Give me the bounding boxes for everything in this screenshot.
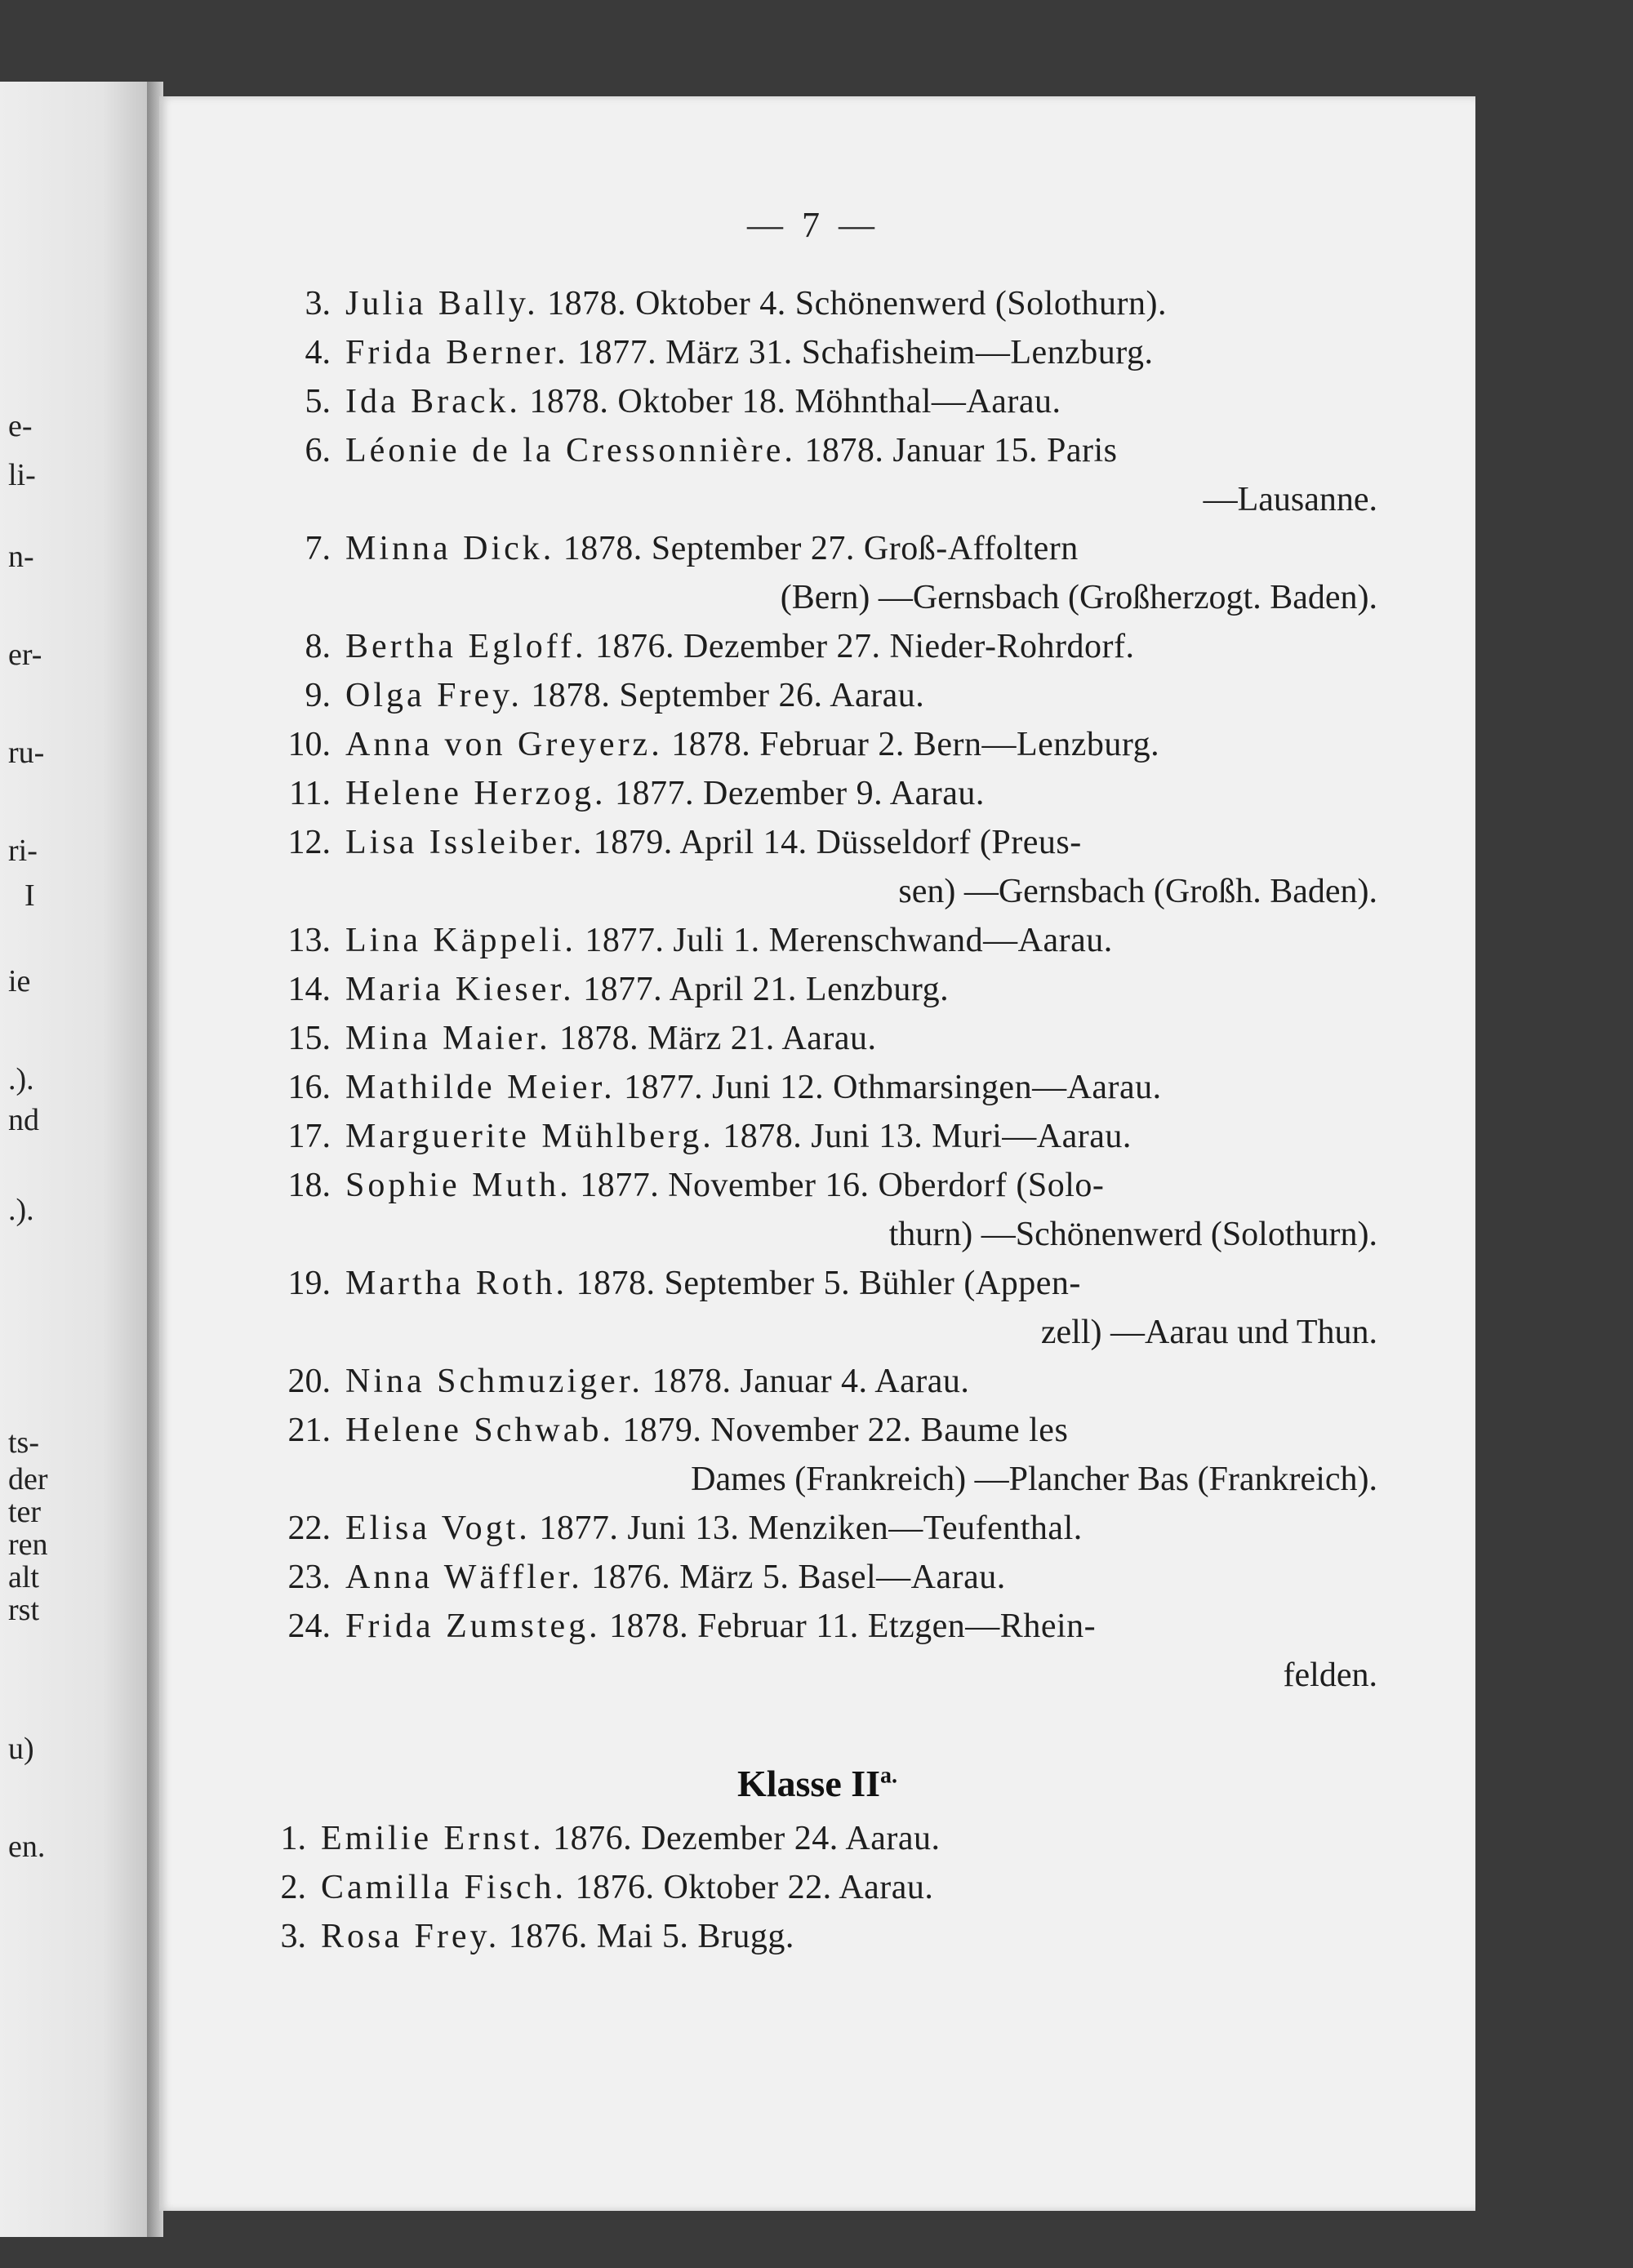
- list-item: [265, 1411, 1068, 1450]
- entry-name: Martha Roth.: [345, 1265, 567, 1302]
- entry-name: Helene Schwab.: [345, 1412, 614, 1449]
- left-page-fragment: u): [8, 1732, 34, 1766]
- left-page-fragment: alt: [8, 1560, 39, 1594]
- entry-name: Rosa Frey.: [321, 1918, 501, 1955]
- section-heading: [159, 1762, 1475, 1805]
- left-page-fragment: en.: [8, 1830, 46, 1864]
- left-page-fragment: I: [24, 878, 35, 913]
- entry-details: 1877. Juli 1. Merenschwand—Aarau.: [585, 922, 1113, 959]
- entry-name: Frida Berner.: [345, 334, 569, 371]
- list-item: [265, 921, 1113, 960]
- list-item: [265, 1166, 1104, 1205]
- entry-number: 1.: [280, 1820, 306, 1857]
- list-item: [265, 529, 1079, 568]
- entry-name: Camilla Fisch.: [321, 1869, 567, 1906]
- entry-details: 1877. April 21. Lenzburg.: [583, 971, 950, 1008]
- list-item: [265, 382, 1061, 421]
- entry-number: 14.: [287, 971, 331, 1008]
- right-page: [159, 96, 1475, 2211]
- entry-number: 2.: [280, 1869, 306, 1906]
- entry-name: Sophie Muth.: [345, 1167, 572, 1204]
- entry-name: Julia Bally.: [345, 285, 539, 322]
- entry-name: Léonie de la Cressonnière.: [345, 432, 796, 469]
- page-number: — 7 —: [747, 205, 879, 245]
- entry-details: 1877. November 16. Oberdorf (Solo-: [580, 1167, 1105, 1204]
- left-page-fragment: der: [8, 1462, 48, 1496]
- entry-name: Minna Dick.: [345, 530, 555, 567]
- list-item: [265, 1019, 877, 1058]
- left-page-fragment: li-: [8, 458, 36, 492]
- entry-continuation: (Bern) —Gernsbach (Großherzogt. Baden).: [780, 579, 1377, 616]
- entry-details: 1878. März 21. Aarau.: [559, 1020, 877, 1057]
- list-item: [241, 1819, 940, 1858]
- list-item: [265, 823, 1082, 862]
- list-item: [241, 1917, 794, 1956]
- entry-name: Elisa Vogt.: [345, 1510, 531, 1547]
- entry-details: 1876. Dezember 24. Aarau.: [553, 1820, 941, 1857]
- entry-name: Mathilde Meier.: [345, 1069, 616, 1106]
- entry-number: 19.: [287, 1265, 331, 1302]
- entry-details: 1878. September 5. Bühler (Appen-: [576, 1265, 1081, 1302]
- entry-name: Frida Zumsteg.: [345, 1608, 601, 1645]
- left-page-fragment: ren: [8, 1528, 48, 1562]
- entry-number: 9.: [305, 677, 331, 714]
- section-heading-text: Klasse II: [736, 1763, 881, 1804]
- entry-details: 1876. März 5. Basel—Aarau.: [591, 1559, 1006, 1596]
- entry-number: 8.: [305, 628, 331, 665]
- list-item: [265, 676, 924, 715]
- entry-details: 1878. Juni 13. Muri—Aarau.: [723, 1118, 1132, 1155]
- list-item: [265, 431, 1117, 470]
- entry-name: Nina Schmuziger.: [345, 1363, 643, 1400]
- entry-details: 1878. September 27. Groß-Affoltern: [563, 530, 1079, 567]
- left-page-fragment: ru-: [8, 736, 45, 770]
- entry-details: 1878. Februar 2. Bern—Lenzburg.: [671, 726, 1160, 763]
- left-page-fragment: ts-: [8, 1425, 39, 1460]
- entry-details: 1879. April 14. Düsseldorf (Preus-: [593, 824, 1082, 861]
- list-item: [265, 1362, 969, 1401]
- entry-number: 6.: [305, 432, 331, 469]
- entry-details: 1877. Juni 12. Othmarsingen—Aarau.: [624, 1069, 1162, 1106]
- entry-number: 10.: [287, 726, 331, 763]
- list-item: [265, 1068, 1162, 1107]
- list-item: [265, 970, 949, 1009]
- list-item: [265, 1117, 1132, 1156]
- entry-details: 1878. September 26. Aarau.: [531, 677, 925, 714]
- entry-number: 22.: [287, 1510, 331, 1547]
- left-page-fragment: .).: [8, 1193, 34, 1227]
- list-item: [265, 1607, 1096, 1646]
- left-page: [0, 82, 147, 2237]
- entry-name: Marguerite Mühlberg.: [345, 1118, 714, 1155]
- list-item: [265, 774, 985, 813]
- entry-number: 17.: [287, 1118, 331, 1155]
- entry-continuation: sen) —Gernsbach (Großh. Baden).: [898, 873, 1377, 910]
- entry-name: Mina Maier.: [345, 1020, 551, 1057]
- entry-number: 21.: [287, 1412, 331, 1449]
- entry-details: 1877. Dezember 9. Aarau.: [615, 775, 985, 812]
- entry-number: 15.: [287, 1020, 331, 1057]
- entry-number: 7.: [305, 530, 331, 567]
- entry-continuation: felden.: [1283, 1657, 1377, 1694]
- entry-number: 18.: [287, 1167, 331, 1204]
- left-page-fragment: nd: [8, 1103, 39, 1137]
- left-page-fragment: .).: [8, 1062, 34, 1096]
- list-item: [265, 333, 1154, 372]
- entry-name: Emilie Ernst.: [321, 1820, 545, 1857]
- entry-details: 1877. Juni 13. Menziken—Teufenthal.: [539, 1510, 1083, 1547]
- entry-number: 23.: [287, 1559, 331, 1596]
- entry-name: Lina Käppeli.: [345, 922, 576, 959]
- list-item: [265, 1509, 1083, 1548]
- left-page-fragment: e-: [8, 409, 33, 443]
- entry-details: 1877. März 31. Schafisheim—Lenzburg.: [577, 334, 1154, 371]
- entry-details: 1878. Januar 4. Aarau.: [652, 1363, 970, 1400]
- entry-number: 13.: [287, 922, 331, 959]
- entry-name: Anna von Greyerz.: [345, 726, 663, 763]
- entry-name: Ida Brack.: [345, 383, 521, 420]
- entry-continuation: thurn) —Schönenwerd (Solothurn).: [888, 1216, 1377, 1253]
- entry-number: 20.: [287, 1363, 331, 1400]
- entry-name: Maria Kieser.: [345, 971, 575, 1008]
- entry-name: Bertha Egloff.: [345, 628, 587, 665]
- entry-details: 1878. Februar 11. Etzgen—Rhein-: [609, 1608, 1097, 1645]
- list-item: [265, 284, 1167, 323]
- left-page-fragment: ie: [8, 964, 31, 998]
- entry-details: 1879. November 22. Baume les: [622, 1412, 1069, 1449]
- list-item: [265, 627, 1134, 666]
- entry-name: Anna Wäffler.: [345, 1559, 583, 1596]
- entry-number: 4.: [305, 334, 331, 371]
- entry-number: 16.: [287, 1069, 331, 1106]
- left-page-fragment: n-: [8, 540, 34, 574]
- entry-name: Olga Frey.: [345, 677, 523, 714]
- entry-number: 12.: [287, 824, 331, 861]
- entry-details: 1876. Oktober 22. Aarau.: [575, 1869, 934, 1906]
- entry-continuation: —Lausanne.: [1203, 481, 1377, 518]
- list-item: [265, 1558, 1006, 1597]
- entry-details: 1876. Mai 5. Brugg.: [508, 1918, 794, 1955]
- entry-number: 3.: [305, 285, 331, 322]
- entry-number: 11.: [289, 775, 331, 812]
- entry-number: 24.: [287, 1608, 331, 1645]
- left-page-fragment: rst: [8, 1593, 39, 1627]
- entry-number: 3.: [280, 1918, 306, 1955]
- entry-name: Helene Herzog.: [345, 775, 607, 812]
- entry-details: 1878. Oktober 18. Möhnthal—Aarau.: [529, 383, 1061, 420]
- section-heading-sup: a.: [880, 1763, 898, 1789]
- entry-name: Lisa Issleiber.: [345, 824, 585, 861]
- entry-details: 1878. Januar 15. Paris: [804, 432, 1118, 469]
- list-item: [265, 1264, 1081, 1303]
- left-page-fragment: ri-: [8, 834, 38, 868]
- entry-number: 5.: [305, 383, 331, 420]
- entry-continuation: Dames (Frankreich) —Plancher Bas (Frankreich).: [691, 1461, 1377, 1498]
- left-page-fragment: ter: [8, 1495, 42, 1529]
- list-item: [241, 1868, 933, 1907]
- list-item: [265, 725, 1159, 764]
- entry-details: 1878. Oktober 4. Schönenwerd (Solothurn).: [547, 285, 1167, 322]
- entry-continuation: zell) —Aarau und Thun.: [1040, 1314, 1377, 1351]
- left-page-fragment: er-: [8, 638, 42, 672]
- entry-details: 1876. Dezember 27. Nieder-Rohrdorf.: [595, 628, 1135, 665]
